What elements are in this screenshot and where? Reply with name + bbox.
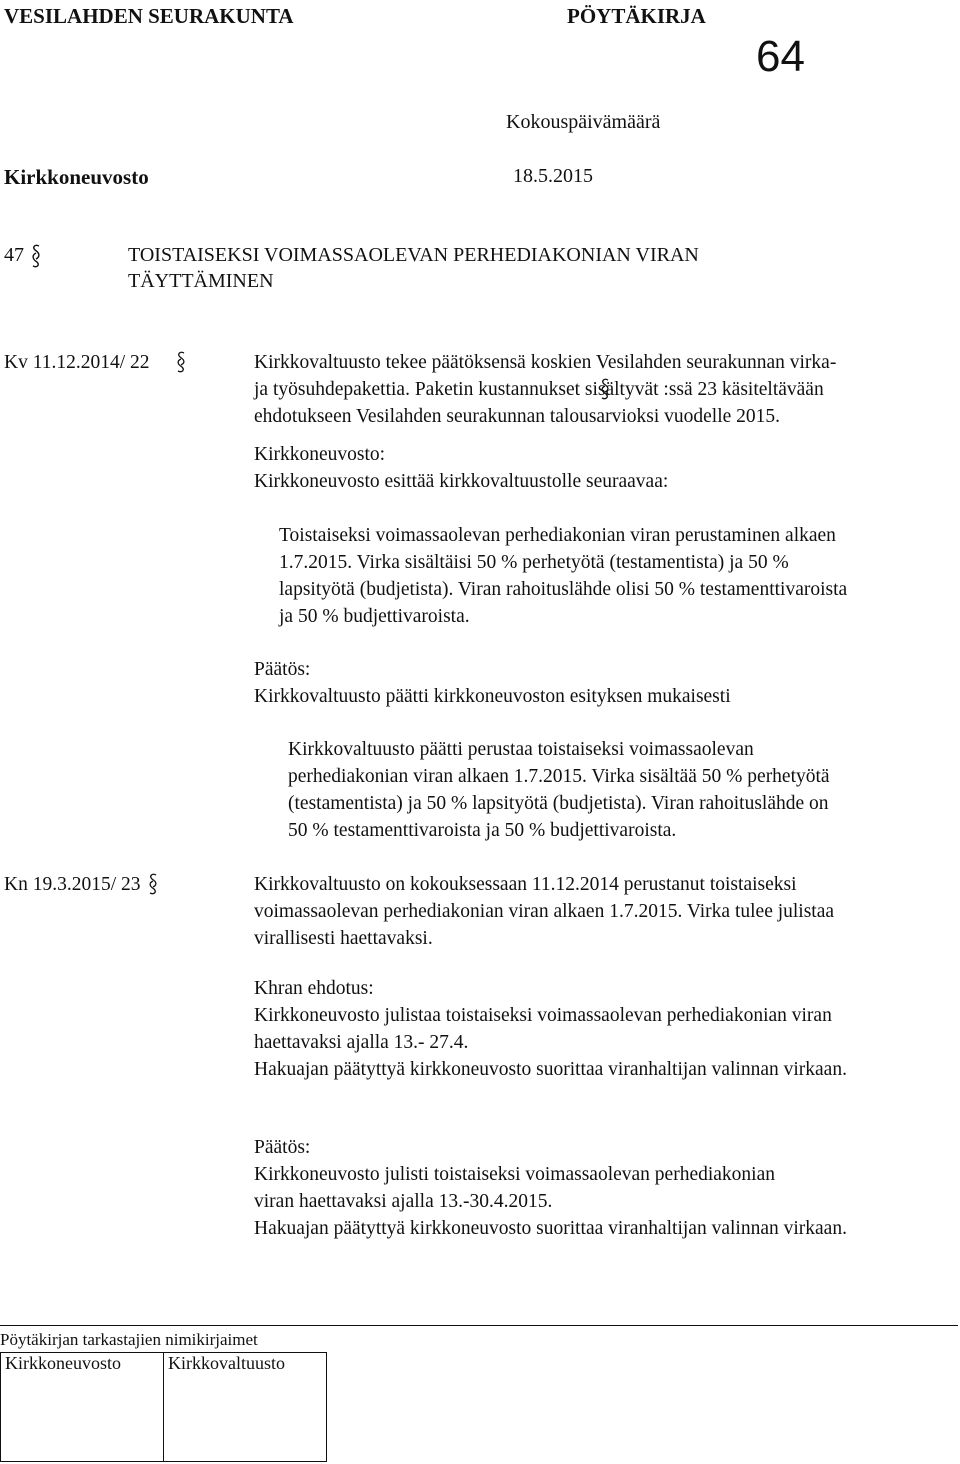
entry-line: ehdotukseen Vesilahden seurakunnan talousarvioksi vuodelle 2015. <box>254 406 781 427</box>
decision-line: viran haettavaksi ajalla 13.-30.4.2015. <box>254 1191 553 1212</box>
proposal-text <box>254 1002 847 1083</box>
decision-line: 50 % testamenttivaroista ja 50 % budjettivaroista. <box>288 820 677 841</box>
decision-line: Kirkkovaltuusto päätti perustaa toistaiseksi voimassaolevan <box>288 739 754 760</box>
entry-line: ja työsuhdepakettia. Paketin kustannukset sisältyvät :ssä 23 käsiteltävään <box>254 379 824 400</box>
entry-line: Kirkkovaltuusto tekee päätöksensä koskien Vesilahden seurakunnan virka- <box>254 352 837 373</box>
body-name: Kirkkoneuvosto <box>4 165 149 189</box>
date-label: Kokouspäivämäärä <box>506 111 661 133</box>
footer-label: Pöytäkirjan tarkastajien nimikirjaimet <box>0 1330 258 1349</box>
decision-detail <box>288 736 830 844</box>
decision-line: Hakuajan päätyttyä kirkkoneuvosto suorittaa viranhaltijan valinnan virkaan. <box>254 1218 847 1239</box>
decision-text: Kirkkovaltuusto päätti kirkkoneuvoston esityksen mukaisesti <box>254 686 731 707</box>
proposal-line: haettavaksi ajalla 13.- 27.4. <box>254 1032 469 1053</box>
proposal-label: Khran ehdotus: <box>254 978 374 999</box>
meeting-date: 18.5.2015 <box>513 165 593 187</box>
council-label: Kirkkoneuvosto: <box>254 444 386 465</box>
section-sign-icon <box>148 872 158 896</box>
entry-text <box>254 349 836 430</box>
entry-reference: Kn 19.3.2015/ 23 <box>4 874 141 895</box>
signature-table <box>0 1352 327 1462</box>
proposal-line: ja 50 % budjettivaroista. <box>279 606 470 627</box>
section-number: 47 <box>4 244 24 266</box>
decision-line: Kirkkoneuvosto julisti toistaiseksi voimassaolevan perhediakonian <box>254 1164 775 1185</box>
section-sign-icon <box>600 377 610 401</box>
entry-reference: Kv 11.12.2014/ 22 <box>4 352 150 373</box>
page-number: 64 <box>756 32 805 81</box>
section-sign-icon <box>30 242 42 270</box>
signature-cell-council[interactable]: Kirkkoneuvosto <box>1 1353 164 1462</box>
decision-detail <box>254 1161 847 1242</box>
entry-line: Kirkkovaltuusto on kokouksessaan 11.12.2014 perustanut toistaiseksi <box>254 874 797 895</box>
proposal-line: Hakuajan päätyttyä kirkkoneuvosto suorittaa viranhaltijan valinnan virkaan. <box>254 1059 847 1080</box>
organization-name: VESILAHDEN SEURAKUNTA <box>4 4 294 28</box>
proposal-line: 1.7.2015. Virka sisältäisi 50 % perhetyötä (testamentista) ja 50 % <box>279 552 789 573</box>
proposal-line: lapsityötä (budjetista). Viran rahoituslähde olisi 50 % testamenttivaroista <box>279 579 848 600</box>
footer-divider <box>0 1325 958 1326</box>
decision-line: (testamentista) ja 50 % lapsityötä (budjetista). Viran rahoituslähde on <box>288 793 829 814</box>
section-sign-icon <box>176 350 186 374</box>
proposal-text <box>279 522 847 630</box>
decision-label: Päätös: <box>254 1137 311 1158</box>
section-title-line2: TÄYTTÄMINEN <box>128 270 274 292</box>
council-text: Kirkkoneuvosto esittää kirkkovaltuustolle seuraavaa: <box>254 471 669 492</box>
proposal-line: Kirkkoneuvosto julistaa toistaiseksi voimassaolevan perhediakonian viran <box>254 1005 832 1026</box>
proposal-line: Toistaiseksi voimassaolevan perhediakonian viran perustaminen alkaen <box>279 525 836 546</box>
entry-line: voimassaolevan perhediakonian viran alkaen 1.7.2015. Virka tulee julistaa <box>254 901 835 922</box>
document-type: PÖYTÄKIRJA <box>567 4 706 28</box>
decision-label: Päätös: <box>254 659 311 680</box>
section-title-line1: TOISTAISEKSI VOIMASSAOLEVAN PERHEDIAKONIAN VIRAN <box>128 244 699 266</box>
signature-cell-parish-council[interactable]: Kirkkovaltuusto <box>164 1353 327 1462</box>
entry-line: virallisesti haettavaksi. <box>254 928 433 949</box>
decision-line: perhediakonian viran alkaen 1.7.2015. Virka sisältää 50 % perhetyötä <box>288 766 830 787</box>
entry-text <box>254 871 834 952</box>
